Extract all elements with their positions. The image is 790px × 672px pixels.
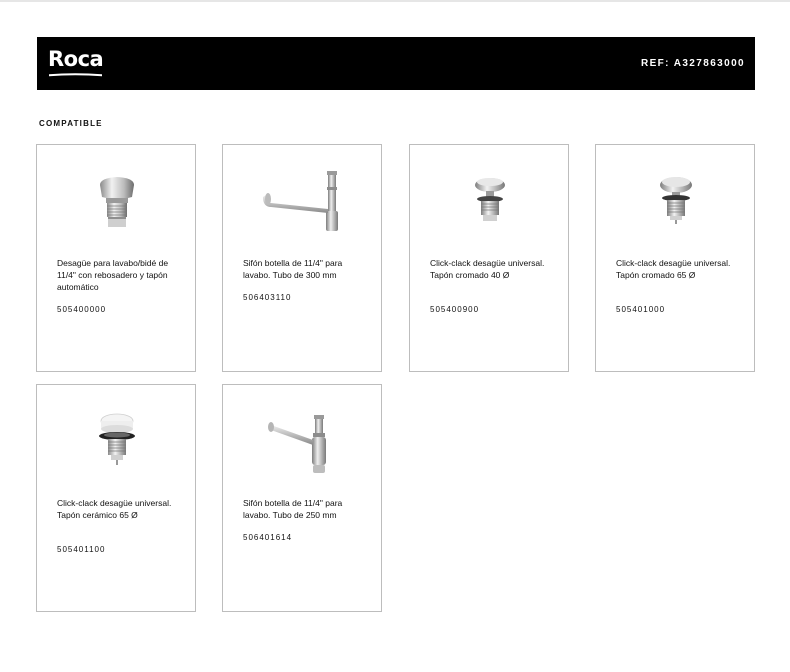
product-code: 505401000 [616,305,666,314]
product-description: Click-clack desagüe universal. Tapón cerámico 65 Ø [57,498,172,520]
product-card [409,144,569,372]
click-clack-waste-icon [450,167,530,239]
product-description: Click-clack desagüe universal. Tapón cromado 40 Ø [430,258,545,280]
logo-swoosh-icon [49,72,102,78]
product-code: 506401614 [243,533,293,542]
product-description: Click-clack desagüe universal. Tapón cromado 65 Ø [616,258,731,280]
roca-logo [48,46,108,80]
product-card [36,384,196,612]
bottle-trap-icon [263,407,343,479]
product-code: 505400900 [430,305,480,314]
ceramic-click-clack-waste-icon [77,407,157,479]
product-description: Sifón botella de 11/4" para lavabo. Tubo de 250 mm [243,498,343,520]
product-card [595,144,755,372]
product-card [222,144,382,372]
product-card [222,384,382,612]
top-rule [0,0,790,2]
product-code: 505400000 [57,305,107,314]
bottle-trap-icon [263,167,343,239]
reference-number: REF: A327863000 [640,58,745,69]
click-clack-waste-icon [636,167,716,239]
section-title: COMPATIBLE [39,119,103,128]
product-card [36,144,196,372]
product-code: 506403110 [243,293,292,302]
product-description: Desagüe para lavabo/bidé de 11/4" con rebosadero y tapón automático [57,258,169,292]
logo-text: Roca [48,47,104,71]
product-code: 505401100 [57,545,106,554]
product-description: Sifón botella de 11/4" para lavabo. Tubo de 300 mm [243,258,343,280]
pop-up-waste-icon [77,167,157,239]
header-bar [37,37,755,90]
